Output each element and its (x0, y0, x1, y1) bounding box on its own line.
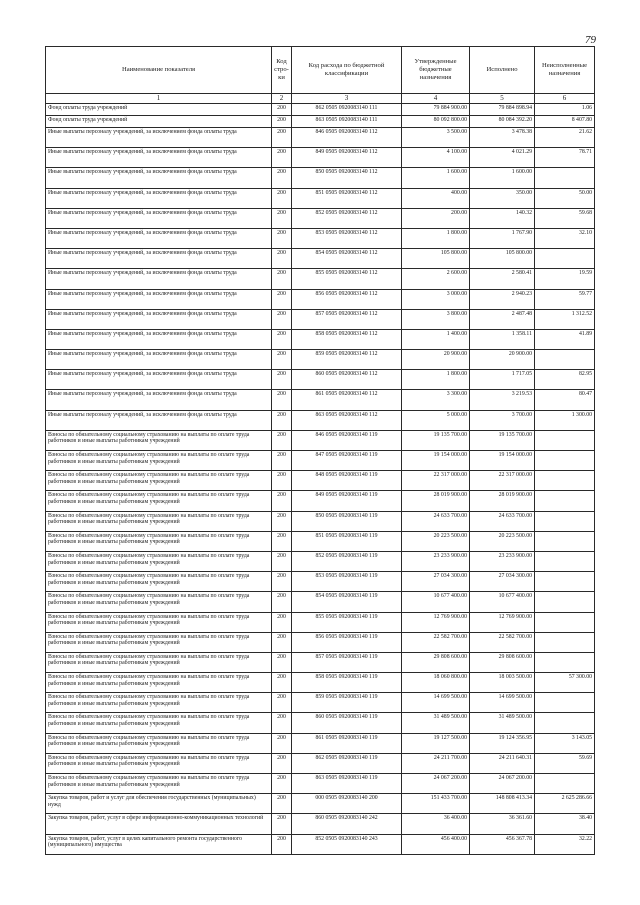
row-expense-code: 856 0505 0920083140 119 (292, 632, 402, 652)
row-expense-code: 859 0505 0920083140 119 (292, 693, 402, 713)
row-executed: 22 582 700.00 (470, 632, 535, 652)
row-line-code: 200 (272, 350, 292, 370)
row-unexecuted: 59.69 (535, 753, 595, 773)
row-executed: 2 940.23 (470, 289, 535, 309)
row-unexecuted (535, 612, 595, 632)
row-line-code: 200 (272, 116, 292, 128)
row-name: Взносы по обязательному социальному страхованию на выплаты по оплате труда работников и иные выплаты работникам учреждений (46, 753, 272, 773)
row-name: Взносы по обязательному социальному страхованию на выплаты по оплате труда работников и иные выплаты работникам учреждений (46, 774, 272, 794)
row-name: Взносы по обязательному социальному страхованию на выплаты по оплате труда работников и иные выплаты работникам учреждений (46, 733, 272, 753)
row-approved: 3 300.00 (402, 390, 470, 410)
row-name: Взносы по обязательному социальному страхованию на выплаты по оплате труда работников и иные выплаты работникам учреждений (46, 673, 272, 693)
table-row (46, 451, 595, 471)
row-expense-code: 861 0505 0920083140 119 (292, 733, 402, 753)
row-expense-code: 860 0505 0920083140 112 (292, 370, 402, 390)
row-unexecuted: 21.62 (535, 128, 595, 148)
column-number: 6 (535, 94, 595, 104)
header-approved: Утвержденные бюджетные назначения (402, 47, 470, 94)
row-expense-code: 854 0505 0920083140 119 (292, 592, 402, 612)
row-expense-code: 860 0505 0920083140 119 (292, 713, 402, 733)
row-approved: 22 317 000.00 (402, 471, 470, 491)
table-row (46, 814, 595, 834)
row-approved: 151 433 700.00 (402, 794, 470, 814)
row-approved: 14 699 500.00 (402, 693, 470, 713)
row-expense-code: 849 0505 0920083140 119 (292, 491, 402, 511)
row-executed: 18 003 500.00 (470, 673, 535, 693)
row-unexecuted: 59.77 (535, 289, 595, 309)
row-name: Взносы по обязательному социальному страхованию на выплаты по оплате труда работников и иные выплаты работникам учреждений (46, 430, 272, 450)
page-number: 79 (585, 34, 596, 46)
row-name: Взносы по обязательному социальному страхованию на выплаты по оплате труда работников и иные выплаты работникам учреждений (46, 511, 272, 531)
row-line-code: 200 (272, 208, 292, 228)
row-approved: 24 633 700.00 (402, 511, 470, 531)
row-unexecuted: 50.00 (535, 188, 595, 208)
row-unexecuted (535, 350, 595, 370)
table-row (46, 794, 595, 814)
row-executed: 3 478.38 (470, 128, 535, 148)
row-approved: 20 223 500.00 (402, 531, 470, 551)
row-executed: 22 317 000.00 (470, 471, 535, 491)
row-executed: 80 084 392.20 (470, 116, 535, 128)
row-expense-code: 860 0505 0920083140 242 (292, 814, 402, 834)
row-name: Иные выплаты персоналу учреждений, за исключением фонда оплаты труда (46, 329, 272, 349)
row-name: Взносы по обязательному социальному страхованию на выплаты по оплате труда работников и иные выплаты работникам учреждений (46, 632, 272, 652)
row-unexecuted (535, 551, 595, 571)
row-executed: 36 361.60 (470, 814, 535, 834)
row-approved: 31 489 500.00 (402, 713, 470, 733)
budget-execution-table (45, 46, 595, 855)
table-row (46, 116, 595, 128)
row-expense-code: 851 0505 0920083140 119 (292, 531, 402, 551)
row-expense-code: 000 0505 0920083140 200 (292, 794, 402, 814)
table-row (46, 390, 595, 410)
row-name: Иные выплаты персоналу учреждений, за исключением фонда оплаты труда (46, 350, 272, 370)
table-row (46, 774, 595, 794)
row-expense-code: 854 0505 0920083140 112 (292, 249, 402, 269)
row-executed: 140.32 (470, 208, 535, 228)
row-name: Взносы по обязательному социальному страхованию на выплаты по оплате труда работников и иные выплаты работникам учреждений (46, 551, 272, 571)
row-executed: 27 034 300.00 (470, 572, 535, 592)
row-executed: 14 699 500.00 (470, 693, 535, 713)
table-row (46, 104, 595, 116)
row-line-code: 200 (272, 551, 292, 571)
row-name: Иные выплаты персоналу учреждений, за исключением фонда оплаты труда (46, 208, 272, 228)
row-expense-code: 849 0505 0920083140 112 (292, 148, 402, 168)
row-expense-code: 861 0505 0920083140 112 (292, 390, 402, 410)
table-row (46, 511, 595, 531)
row-executed: 10 677 400.00 (470, 592, 535, 612)
table-row (46, 632, 595, 652)
row-unexecuted (535, 693, 595, 713)
row-expense-code: 858 0505 0920083140 119 (292, 673, 402, 693)
row-expense-code: 859 0505 0920083140 112 (292, 350, 402, 370)
row-line-code: 200 (272, 652, 292, 672)
row-approved: 1 600.00 (402, 168, 470, 188)
row-approved: 20 900.00 (402, 350, 470, 370)
row-name: Иные выплаты персоналу учреждений, за исключением фонда оплаты труда (46, 390, 272, 410)
row-expense-code: 856 0505 0920083140 112 (292, 289, 402, 309)
table-row (46, 128, 595, 148)
row-approved: 19 154 000.00 (402, 451, 470, 471)
row-executed: 3 700.00 (470, 410, 535, 430)
row-line-code: 200 (272, 673, 292, 693)
row-approved: 36 400.00 (402, 814, 470, 834)
table-row (46, 430, 595, 450)
row-line-code: 200 (272, 794, 292, 814)
row-approved: 18 060 800.00 (402, 673, 470, 693)
row-unexecuted (535, 430, 595, 450)
row-name: Закупка товаров, работ, услуг в целях капитального ремонта государственного (муниципального) имущества (46, 834, 272, 854)
row-line-code: 200 (272, 471, 292, 491)
row-line-code: 200 (272, 592, 292, 612)
table-row (46, 491, 595, 511)
table-row (46, 673, 595, 693)
row-name: Фонд оплаты труда учреждений (46, 116, 272, 128)
row-name: Взносы по обязательному социальному страхованию на выплаты по оплате труда работников и иные выплаты работникам учреждений (46, 451, 272, 471)
column-number: 2 (272, 94, 292, 104)
table-row (46, 713, 595, 733)
table-row (46, 208, 595, 228)
row-expense-code: 847 0505 0920083140 119 (292, 451, 402, 471)
row-name: Взносы по обязательному социальному страхованию на выплаты по оплате труда работников и иные выплаты работникам учреждений (46, 612, 272, 632)
table-row (46, 350, 595, 370)
row-executed: 12 769 900.00 (470, 612, 535, 632)
row-executed: 350.00 (470, 188, 535, 208)
row-unexecuted (535, 572, 595, 592)
row-executed: 3 219.53 (470, 390, 535, 410)
row-line-code: 200 (272, 491, 292, 511)
table-row (46, 572, 595, 592)
table-row (46, 329, 595, 349)
row-line-code: 200 (272, 104, 292, 116)
row-unexecuted (535, 491, 595, 511)
row-unexecuted (535, 592, 595, 612)
row-unexecuted: 82.95 (535, 370, 595, 390)
row-name: Иные выплаты персоналу учреждений, за исключением фонда оплаты труда (46, 228, 272, 248)
row-unexecuted (535, 531, 595, 551)
row-expense-code: 862 0505 0920083140 119 (292, 753, 402, 773)
row-expense-code: 850 0505 0920083140 112 (292, 168, 402, 188)
row-unexecuted (535, 451, 595, 471)
row-expense-code: 863 0505 0920083140 112 (292, 410, 402, 430)
row-executed: 29 808 600.00 (470, 652, 535, 672)
table-row (46, 168, 595, 188)
row-executed: 1 358.11 (470, 329, 535, 349)
column-number: 5 (470, 94, 535, 104)
row-executed: 20 223 500.00 (470, 531, 535, 551)
table-row (46, 148, 595, 168)
row-approved: 28 019 900.00 (402, 491, 470, 511)
row-line-code: 200 (272, 632, 292, 652)
row-approved: 80 092 800.00 (402, 116, 470, 128)
row-unexecuted (535, 168, 595, 188)
row-executed: 19 124 356.95 (470, 733, 535, 753)
column-number: 4 (402, 94, 470, 104)
row-unexecuted (535, 652, 595, 672)
row-expense-code: 846 0505 0920083140 112 (292, 128, 402, 148)
row-expense-code: 852 0505 0920083140 119 (292, 551, 402, 571)
row-expense-code: 863 0505 0920083140 119 (292, 774, 402, 794)
row-executed: 148 808 413.34 (470, 794, 535, 814)
row-line-code: 200 (272, 390, 292, 410)
row-line-code: 200 (272, 531, 292, 551)
row-executed: 24 067 200.00 (470, 774, 535, 794)
row-unexecuted (535, 249, 595, 269)
table-row (46, 289, 595, 309)
row-line-code: 200 (272, 733, 292, 753)
row-line-code: 200 (272, 289, 292, 309)
row-unexecuted: 57 300.00 (535, 673, 595, 693)
table-row (46, 693, 595, 713)
row-line-code: 200 (272, 774, 292, 794)
row-expense-code: 857 0505 0920083140 119 (292, 652, 402, 672)
row-line-code: 200 (272, 370, 292, 390)
row-approved: 1 400.00 (402, 329, 470, 349)
row-executed: 20 900.00 (470, 350, 535, 370)
row-approved: 19 135 700.00 (402, 430, 470, 450)
header-row (46, 47, 595, 94)
row-executed: 2 487.48 (470, 309, 535, 329)
row-executed: 456 367.78 (470, 834, 535, 854)
row-line-code: 200 (272, 168, 292, 188)
row-line-code: 200 (272, 612, 292, 632)
row-approved: 4 100.00 (402, 148, 470, 168)
row-name: Иные выплаты персоналу учреждений, за исключением фонда оплаты труда (46, 309, 272, 329)
table-row (46, 652, 595, 672)
row-approved: 400.00 (402, 188, 470, 208)
row-unexecuted: 1 312.52 (535, 309, 595, 329)
row-unexecuted (535, 713, 595, 733)
row-line-code: 200 (272, 269, 292, 289)
row-expense-code: 848 0505 0920083140 119 (292, 471, 402, 491)
row-approved: 456 400.00 (402, 834, 470, 854)
row-expense-code: 852 0505 0920083140 243 (292, 834, 402, 854)
header-executed: Исполнено (470, 47, 535, 94)
row-name: Взносы по обязательному социальному страхованию на выплаты по оплате труда работников и иные выплаты работникам учреждений (46, 531, 272, 551)
row-line-code: 200 (272, 329, 292, 349)
row-approved: 12 769 900.00 (402, 612, 470, 632)
row-approved: 23 233 900.00 (402, 551, 470, 571)
row-name: Взносы по обязательному социальному страхованию на выплаты по оплате труда работников и иные выплаты работникам учреждений (46, 471, 272, 491)
table-row (46, 612, 595, 632)
row-approved: 19 127 500.00 (402, 733, 470, 753)
row-expense-code: 857 0505 0920083140 112 (292, 309, 402, 329)
table-row (46, 228, 595, 248)
row-approved: 3 000.00 (402, 289, 470, 309)
row-executed: 79 884 898.94 (470, 104, 535, 116)
row-executed: 23 233 900.00 (470, 551, 535, 571)
row-approved: 27 034 300.00 (402, 572, 470, 592)
row-approved: 200.00 (402, 208, 470, 228)
row-line-code: 200 (272, 693, 292, 713)
row-executed: 24 633 700.00 (470, 511, 535, 531)
row-line-code: 200 (272, 249, 292, 269)
row-line-code: 200 (272, 228, 292, 248)
row-name: Взносы по обязательному социальному страхованию на выплаты по оплате труда работников и иные выплаты работникам учреждений (46, 491, 272, 511)
row-unexecuted: 1.06 (535, 104, 595, 116)
row-name: Закупка товаров, работ и услуг для обеспечения государственных (муниципальных) нужд (46, 794, 272, 814)
row-name: Иные выплаты персоналу учреждений, за исключением фонда оплаты труда (46, 188, 272, 208)
row-approved: 1 800.00 (402, 228, 470, 248)
row-approved: 29 808 600.00 (402, 652, 470, 672)
row-name: Иные выплаты персоналу учреждений, за исключением фонда оплаты труда (46, 410, 272, 430)
row-executed: 2 580.41 (470, 269, 535, 289)
row-executed: 4 021.29 (470, 148, 535, 168)
row-unexecuted: 32.10 (535, 228, 595, 248)
row-unexecuted (535, 774, 595, 794)
row-line-code: 200 (272, 572, 292, 592)
row-unexecuted (535, 632, 595, 652)
row-expense-code: 846 0505 0920083140 119 (292, 430, 402, 450)
row-approved: 2 600.00 (402, 269, 470, 289)
row-unexecuted: 41.89 (535, 329, 595, 349)
row-expense-code: 853 0505 0920083140 119 (292, 572, 402, 592)
row-approved: 24 067 200.00 (402, 774, 470, 794)
row-unexecuted: 3 143.05 (535, 733, 595, 753)
row-approved: 3 800.00 (402, 309, 470, 329)
row-executed: 28 019 900.00 (470, 491, 535, 511)
table-row (46, 733, 595, 753)
row-name: Иные выплаты персоналу учреждений, за исключением фонда оплаты труда (46, 168, 272, 188)
table-row (46, 753, 595, 773)
row-expense-code: 855 0505 0920083140 119 (292, 612, 402, 632)
table-row (46, 410, 595, 430)
table-row (46, 592, 595, 612)
row-unexecuted: 19.59 (535, 269, 595, 289)
row-name: Взносы по обязательному социальному страхованию на выплаты по оплате труда работников и иные выплаты работникам учреждений (46, 652, 272, 672)
row-name: Иные выплаты персоналу учреждений, за исключением фонда оплаты труда (46, 148, 272, 168)
table-row (46, 551, 595, 571)
row-name: Фонд оплаты труда учреждений (46, 104, 272, 116)
row-line-code: 200 (272, 834, 292, 854)
row-approved: 10 677 400.00 (402, 592, 470, 612)
row-line-code: 200 (272, 814, 292, 834)
row-expense-code: 852 0505 0920083140 112 (292, 208, 402, 228)
row-unexecuted: 32.22 (535, 834, 595, 854)
row-name: Иные выплаты персоналу учреждений, за исключением фонда оплаты труда (46, 269, 272, 289)
row-executed: 24 211 640.31 (470, 753, 535, 773)
row-unexecuted: 38.40 (535, 814, 595, 834)
row-expense-code: 863 0505 0920083140 111 (292, 116, 402, 128)
row-expense-code: 851 0505 0920083140 112 (292, 188, 402, 208)
row-executed: 1 767.90 (470, 228, 535, 248)
table-row (46, 309, 595, 329)
row-name: Взносы по обязательному социальному страхованию на выплаты по оплате труда работников и иные выплаты работникам учреждений (46, 693, 272, 713)
table-row (46, 370, 595, 390)
row-unexecuted: 2 625 286.66 (535, 794, 595, 814)
table-row (46, 471, 595, 491)
row-name: Взносы по обязательному социальному страхованию на выплаты по оплате труда работников и иные выплаты работникам учреждений (46, 713, 272, 733)
row-executed: 31 489 500.00 (470, 713, 535, 733)
row-expense-code: 850 0505 0920083140 119 (292, 511, 402, 531)
row-expense-code: 855 0505 0920083140 112 (292, 269, 402, 289)
row-line-code: 200 (272, 753, 292, 773)
table-row (46, 249, 595, 269)
row-unexecuted (535, 471, 595, 491)
row-line-code: 200 (272, 430, 292, 450)
row-line-code: 200 (272, 148, 292, 168)
row-approved: 105 800.00 (402, 249, 470, 269)
header-line-code: Код стро-ки (272, 47, 292, 94)
table-row (46, 269, 595, 289)
row-expense-code: 853 0505 0920083140 112 (292, 228, 402, 248)
row-name: Иные выплаты персоналу учреждений, за исключением фонда оплаты труда (46, 128, 272, 148)
row-unexecuted: 1 300.00 (535, 410, 595, 430)
header-name: Наименование показателя (46, 47, 272, 94)
table-row (46, 834, 595, 854)
row-executed: 19 135 700.00 (470, 430, 535, 450)
row-unexecuted: 59.68 (535, 208, 595, 228)
row-expense-code: 862 0505 0920083140 111 (292, 104, 402, 116)
row-name: Иные выплаты персоналу учреждений, за исключением фонда оплаты труда (46, 370, 272, 390)
row-unexecuted (535, 511, 595, 531)
row-approved: 22 582 700.00 (402, 632, 470, 652)
column-number-row (46, 94, 595, 104)
row-executed: 1 717.05 (470, 370, 535, 390)
table-row (46, 188, 595, 208)
row-name: Взносы по обязательному социальному страхованию на выплаты по оплате труда работников и иные выплаты работникам учреждений (46, 572, 272, 592)
row-line-code: 200 (272, 188, 292, 208)
row-line-code: 200 (272, 410, 292, 430)
row-approved: 5 000.00 (402, 410, 470, 430)
row-approved: 79 884 900.00 (402, 104, 470, 116)
row-line-code: 200 (272, 128, 292, 148)
row-line-code: 200 (272, 713, 292, 733)
row-line-code: 200 (272, 309, 292, 329)
row-name: Взносы по обязательному социальному страхованию на выплаты по оплате труда работников и иные выплаты работникам учреждений (46, 592, 272, 612)
row-unexecuted: 78.71 (535, 148, 595, 168)
row-expense-code: 858 0505 0920083140 112 (292, 329, 402, 349)
row-unexecuted: 8 407.80 (535, 116, 595, 128)
column-number: 1 (46, 94, 272, 104)
row-executed: 1 600.00 (470, 168, 535, 188)
header-expense-code: Код расхода по бюджетной классификации (292, 47, 402, 94)
row-approved: 3 500.00 (402, 128, 470, 148)
column-number: 3 (292, 94, 402, 104)
row-line-code: 200 (272, 451, 292, 471)
row-executed: 19 154 000.00 (470, 451, 535, 471)
row-line-code: 200 (272, 511, 292, 531)
row-name: Иные выплаты персоналу учреждений, за исключением фонда оплаты труда (46, 249, 272, 269)
row-name: Иные выплаты персоналу учреждений, за исключением фонда оплаты труда (46, 289, 272, 309)
row-unexecuted: 80.47 (535, 390, 595, 410)
table-row (46, 531, 595, 551)
header-unexecuted: Неисполненные назначения (535, 47, 595, 94)
row-name: Закупка товаров, работ, услуг в сфере информационно-коммуникационных технологий (46, 814, 272, 834)
row-approved: 1 800.00 (402, 370, 470, 390)
row-executed: 105 800.00 (470, 249, 535, 269)
row-approved: 24 211 700.00 (402, 753, 470, 773)
